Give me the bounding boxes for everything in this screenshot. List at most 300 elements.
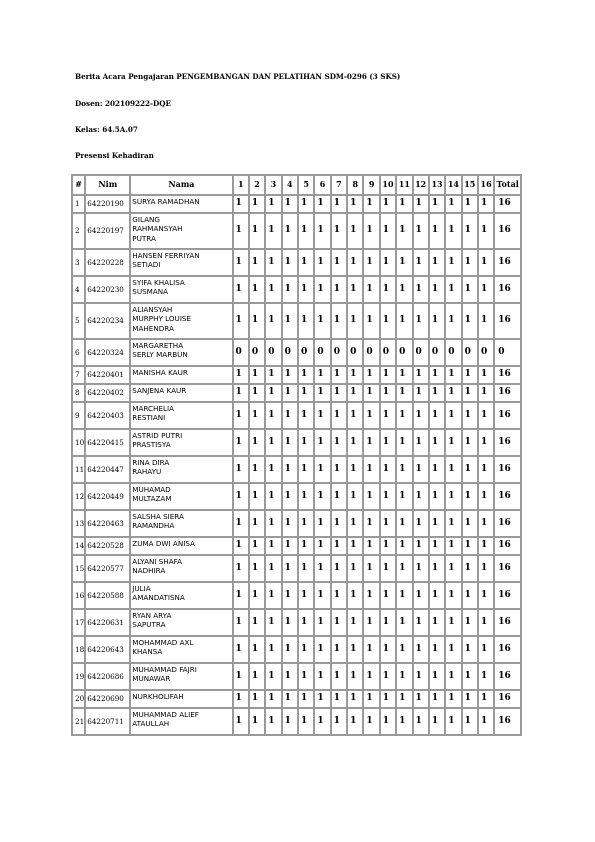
attendance-mark: 1 xyxy=(478,384,494,402)
attendance-mark: 1 xyxy=(249,366,265,384)
attendance-mark: 1 xyxy=(462,195,478,213)
attendance-mark: 1 xyxy=(396,663,412,690)
attendance-mark: 1 xyxy=(314,249,330,276)
attendance-mark: 1 xyxy=(298,537,314,555)
attendance-mark: 1 xyxy=(445,303,461,339)
student-name-line: SYIFA KHALISA xyxy=(132,278,185,287)
attendance-total: 0 xyxy=(494,339,521,366)
attendance-mark: 1 xyxy=(429,249,445,276)
attendance-mark: 1 xyxy=(331,663,347,690)
attendance-mark: 1 xyxy=(429,609,445,636)
attendance-mark: 1 xyxy=(249,555,265,582)
attendance-mark: 1 xyxy=(478,609,494,636)
table-row xyxy=(72,456,521,483)
student-name-line: MARCHELIA xyxy=(132,404,175,413)
attendance-mark: 1 xyxy=(347,456,363,483)
attendance-mark: 1 xyxy=(233,402,249,429)
attendance-mark: 1 xyxy=(462,690,478,708)
attendance-mark: 1 xyxy=(478,636,494,663)
attendance-mark: 1 xyxy=(396,483,412,510)
student-name-line: RYAN ARYA xyxy=(132,611,172,620)
attendance-mark: 1 xyxy=(363,483,379,510)
attendance-mark: 1 xyxy=(380,195,396,213)
attendance-mark: 1 xyxy=(265,303,281,339)
table-row xyxy=(72,582,521,609)
class-line: Kelas: 64.5A.07 xyxy=(75,125,138,134)
attendance-total: 16 xyxy=(494,636,521,663)
row-number: 4 xyxy=(72,276,85,303)
attendance-mark: 1 xyxy=(478,555,494,582)
attendance-mark: 1 xyxy=(478,663,494,690)
attendance-mark: 1 xyxy=(429,483,445,510)
attendance-mark: 1 xyxy=(380,708,396,735)
attendance-mark: 1 xyxy=(429,276,445,303)
student-name-line: KHANSA xyxy=(132,647,163,657)
attendance-total: 16 xyxy=(494,402,521,429)
student-id: 64220324 xyxy=(85,339,130,366)
attendance-mark: 1 xyxy=(314,456,330,483)
attendance-mark: 0 xyxy=(314,339,330,366)
attendance-mark: 1 xyxy=(331,303,347,339)
attendance-mark: 1 xyxy=(331,213,347,249)
student-id: 64220447 xyxy=(85,456,130,483)
attendance-mark: 1 xyxy=(298,636,314,663)
attendance-mark: 1 xyxy=(314,195,330,213)
attendance-mark: 1 xyxy=(331,384,347,402)
attendance-total: 16 xyxy=(494,456,521,483)
attendance-mark: 1 xyxy=(314,276,330,303)
attendance-mark: 1 xyxy=(331,195,347,213)
student-id: 64220643 xyxy=(85,636,130,663)
attendance-mark: 1 xyxy=(347,636,363,663)
attendance-mark: 1 xyxy=(298,483,314,510)
attendance-mark: 1 xyxy=(298,276,314,303)
attendance-mark: 1 xyxy=(249,582,265,609)
attendance-mark: 1 xyxy=(282,366,298,384)
attendance-mark: 1 xyxy=(396,303,412,339)
column-header: 7 xyxy=(331,175,347,195)
attendance-mark: 1 xyxy=(265,708,281,735)
attendance-mark: 1 xyxy=(298,384,314,402)
row-number: 2 xyxy=(72,213,85,249)
student-name-line: ALIANSYAH xyxy=(132,305,173,314)
attendance-mark: 1 xyxy=(413,537,429,555)
table-row xyxy=(72,303,521,339)
attendance-mark: 1 xyxy=(445,249,461,276)
column-header: 8 xyxy=(347,175,363,195)
attendance-mark: 1 xyxy=(265,402,281,429)
student-name-line: RESTIANI xyxy=(132,413,166,423)
attendance-mark: 1 xyxy=(314,537,330,555)
attendance-mark: 1 xyxy=(233,384,249,402)
row-number: 17 xyxy=(72,609,85,636)
attendance-mark: 1 xyxy=(249,663,265,690)
student-name-line: ZUMA DWI ANISA xyxy=(132,539,195,548)
attendance-mark: 1 xyxy=(314,609,330,636)
column-header: 13 xyxy=(429,175,445,195)
student-id: 64220577 xyxy=(85,555,130,582)
student-name-line: RAHAYU xyxy=(132,467,162,477)
student-name-line: RINA DIRA xyxy=(132,458,170,467)
attendance-mark: 1 xyxy=(347,429,363,456)
column-header: 4 xyxy=(282,175,298,195)
row-number: 13 xyxy=(72,510,85,537)
attendance-total: 16 xyxy=(494,708,521,735)
attendance-mark: 1 xyxy=(413,456,429,483)
attendance-mark: 1 xyxy=(413,690,429,708)
attendance-mark: 1 xyxy=(249,537,265,555)
attendance-mark: 1 xyxy=(249,483,265,510)
column-header: Nim xyxy=(85,175,130,195)
student-name xyxy=(130,195,232,213)
attendance-mark: 0 xyxy=(396,339,412,366)
attendance-mark: 1 xyxy=(380,609,396,636)
student-name xyxy=(130,429,232,456)
attendance-mark: 1 xyxy=(363,537,379,555)
attendance-mark: 1 xyxy=(462,456,478,483)
attendance-mark: 0 xyxy=(429,339,445,366)
student-name-line: AMANDATISNA xyxy=(132,593,185,603)
attendance-mark: 1 xyxy=(363,663,379,690)
attendance-mark: 1 xyxy=(413,384,429,402)
attendance-mark: 1 xyxy=(380,429,396,456)
attendance-mark: 1 xyxy=(298,213,314,249)
attendance-mark: 1 xyxy=(233,249,249,276)
attendance-mark: 1 xyxy=(462,249,478,276)
attendance-mark: 1 xyxy=(347,276,363,303)
attendance-mark: 1 xyxy=(331,483,347,510)
attendance-mark: 1 xyxy=(462,429,478,456)
attendance-total: 16 xyxy=(494,483,521,510)
attendance-mark: 1 xyxy=(413,510,429,537)
attendance-mark: 1 xyxy=(445,555,461,582)
attendance-mark: 1 xyxy=(380,636,396,663)
student-name-line: MUNAWAR xyxy=(132,674,171,684)
attendance-mark: 0 xyxy=(380,339,396,366)
row-number: 3 xyxy=(72,249,85,276)
attendance-mark: 1 xyxy=(445,456,461,483)
attendance-mark: 1 xyxy=(445,384,461,402)
attendance-mark: 1 xyxy=(380,582,396,609)
student-name-line: ALYANI SHAFA xyxy=(132,557,183,566)
column-header: 16 xyxy=(478,175,494,195)
attendance-mark: 1 xyxy=(462,537,478,555)
attendance-mark: 1 xyxy=(298,402,314,429)
attendance-mark: 1 xyxy=(462,276,478,303)
attendance-mark: 1 xyxy=(363,384,379,402)
table-row xyxy=(72,510,521,537)
attendance-mark: 1 xyxy=(314,402,330,429)
row-number: 9 xyxy=(72,402,85,429)
attendance-mark: 1 xyxy=(363,402,379,429)
attendance-mark: 1 xyxy=(396,366,412,384)
attendance-mark: 1 xyxy=(314,510,330,537)
attendance-mark: 1 xyxy=(380,537,396,555)
table-header-row xyxy=(72,175,521,195)
row-number: 11 xyxy=(72,456,85,483)
attendance-mark: 1 xyxy=(413,366,429,384)
attendance-mark: 1 xyxy=(363,456,379,483)
attendance-mark: 1 xyxy=(331,456,347,483)
attendance-mark: 1 xyxy=(363,636,379,663)
attendance-mark: 1 xyxy=(265,249,281,276)
student-name-line: PUTRA xyxy=(132,233,156,243)
attendance-mark: 1 xyxy=(282,276,298,303)
student-name xyxy=(130,276,232,303)
attendance-mark: 1 xyxy=(331,537,347,555)
attendance-mark: 0 xyxy=(331,339,347,366)
attendance-mark: 1 xyxy=(445,636,461,663)
attendance-mark: 1 xyxy=(380,303,396,339)
row-number: 14 xyxy=(72,537,85,555)
attendance-mark: 1 xyxy=(429,555,445,582)
attendance-mark: 1 xyxy=(265,582,281,609)
attendance-mark: 1 xyxy=(396,510,412,537)
student-name-line: ATAULLAH xyxy=(132,719,170,729)
attendance-mark: 1 xyxy=(445,429,461,456)
attendance-mark: 0 xyxy=(298,339,314,366)
attendance-total: 16 xyxy=(494,690,521,708)
attendance-mark: 1 xyxy=(396,429,412,456)
attendance-mark: 1 xyxy=(282,663,298,690)
attendance-mark: 1 xyxy=(363,690,379,708)
attendance-mark: 1 xyxy=(478,690,494,708)
attendance-mark: 1 xyxy=(331,510,347,537)
student-name-line: ASTRID PUTRI xyxy=(132,431,183,440)
attendance-mark: 1 xyxy=(478,429,494,456)
attendance-mark: 1 xyxy=(462,510,478,537)
attendance-mark: 1 xyxy=(396,195,412,213)
attendance-mark: 1 xyxy=(331,276,347,303)
row-number: 20 xyxy=(72,690,85,708)
attendance-mark: 1 xyxy=(445,276,461,303)
attendance-mark: 1 xyxy=(347,609,363,636)
attendance-mark: 1 xyxy=(380,663,396,690)
attendance-mark: 1 xyxy=(462,303,478,339)
attendance-mark: 1 xyxy=(233,303,249,339)
attendance-mark: 1 xyxy=(413,213,429,249)
attendance-mark: 1 xyxy=(282,636,298,663)
attendance-mark: 1 xyxy=(265,276,281,303)
attendance-mark: 1 xyxy=(429,636,445,663)
student-name xyxy=(130,402,232,429)
attendance-mark: 1 xyxy=(347,303,363,339)
attendance-mark: 1 xyxy=(331,555,347,582)
attendance-mark: 1 xyxy=(363,429,379,456)
attendance-mark: 1 xyxy=(233,510,249,537)
attendance-heading: Presensi Kehadiran xyxy=(75,151,154,160)
attendance-mark: 1 xyxy=(396,609,412,636)
student-id: 64220230 xyxy=(85,276,130,303)
attendance-mark: 1 xyxy=(331,402,347,429)
attendance-mark: 1 xyxy=(233,537,249,555)
table-row xyxy=(72,555,521,582)
attendance-mark: 1 xyxy=(265,537,281,555)
student-id: 64220401 xyxy=(85,366,130,384)
attendance-mark: 1 xyxy=(314,663,330,690)
attendance-total: 16 xyxy=(494,609,521,636)
attendance-mark: 1 xyxy=(249,276,265,303)
attendance-mark: 1 xyxy=(413,708,429,735)
attendance-mark: 1 xyxy=(249,429,265,456)
attendance-mark: 1 xyxy=(462,213,478,249)
attendance-table xyxy=(71,174,522,736)
attendance-total: 16 xyxy=(494,582,521,609)
student-name xyxy=(130,483,232,510)
attendance-mark: 1 xyxy=(233,708,249,735)
table-row xyxy=(72,213,521,249)
student-name xyxy=(130,213,232,249)
row-number: 21 xyxy=(72,708,85,735)
table-row xyxy=(72,402,521,429)
attendance-mark: 1 xyxy=(363,195,379,213)
attendance-mark: 1 xyxy=(233,213,249,249)
attendance-total: 16 xyxy=(494,555,521,582)
attendance-mark: 1 xyxy=(331,690,347,708)
student-name xyxy=(130,663,232,690)
attendance-mark: 1 xyxy=(314,303,330,339)
attendance-mark: 1 xyxy=(429,690,445,708)
attendance-mark: 1 xyxy=(413,402,429,429)
attendance-mark: 1 xyxy=(282,555,298,582)
student-name xyxy=(130,510,232,537)
attendance-mark: 1 xyxy=(347,663,363,690)
student-name-line: SUSMANA xyxy=(132,287,169,297)
attendance-mark: 1 xyxy=(413,249,429,276)
attendance-mark: 1 xyxy=(445,195,461,213)
attendance-mark: 1 xyxy=(478,537,494,555)
attendance-mark: 0 xyxy=(478,339,494,366)
attendance-total: 16 xyxy=(494,537,521,555)
student-id: 64220686 xyxy=(85,663,130,690)
lecturer-line: Dosen: 202109222-DQE xyxy=(75,99,171,108)
student-name-line: MOHAMMAD AXL xyxy=(132,638,194,647)
attendance-mark: 1 xyxy=(478,366,494,384)
attendance-mark: 1 xyxy=(380,402,396,429)
attendance-mark: 1 xyxy=(249,609,265,636)
student-name xyxy=(130,303,232,339)
attendance-mark: 1 xyxy=(265,366,281,384)
student-id: 64220449 xyxy=(85,483,130,510)
attendance-mark: 1 xyxy=(314,384,330,402)
attendance-mark: 1 xyxy=(445,483,461,510)
attendance-mark: 1 xyxy=(478,708,494,735)
student-id: 64220463 xyxy=(85,510,130,537)
row-number: 7 xyxy=(72,366,85,384)
attendance-mark: 1 xyxy=(380,555,396,582)
table-row xyxy=(72,249,521,276)
attendance-mark: 1 xyxy=(298,609,314,636)
attendance-mark: 1 xyxy=(429,510,445,537)
row-number: 19 xyxy=(72,663,85,690)
attendance-mark: 1 xyxy=(282,213,298,249)
column-header: Total xyxy=(494,175,521,195)
attendance-mark: 1 xyxy=(314,483,330,510)
attendance-mark: 1 xyxy=(249,303,265,339)
attendance-mark: 1 xyxy=(249,636,265,663)
row-number: 1 xyxy=(72,195,85,213)
attendance-mark: 1 xyxy=(429,663,445,690)
attendance-mark: 1 xyxy=(265,609,281,636)
attendance-mark: 1 xyxy=(363,582,379,609)
attendance-mark: 1 xyxy=(478,195,494,213)
student-id: 64220631 xyxy=(85,609,130,636)
column-header: 3 xyxy=(265,175,281,195)
student-id: 64220234 xyxy=(85,303,130,339)
student-name-line: MUHAMMAD ALIEF xyxy=(132,710,199,719)
student-name-line: MURPHY LOUISE xyxy=(132,314,192,324)
student-name xyxy=(130,636,232,663)
attendance-mark: 1 xyxy=(363,708,379,735)
attendance-mark: 1 xyxy=(265,555,281,582)
attendance-mark: 1 xyxy=(429,456,445,483)
attendance-mark: 1 xyxy=(363,555,379,582)
row-number: 6 xyxy=(72,339,85,366)
attendance-mark: 1 xyxy=(282,429,298,456)
attendance-mark: 1 xyxy=(265,690,281,708)
student-name-line: SETIADI xyxy=(132,260,161,270)
attendance-mark: 1 xyxy=(413,582,429,609)
attendance-mark: 0 xyxy=(347,339,363,366)
attendance-mark: 1 xyxy=(462,384,478,402)
attendance-mark: 1 xyxy=(347,249,363,276)
attendance-mark: 1 xyxy=(282,582,298,609)
attendance-mark: 1 xyxy=(429,582,445,609)
table-row xyxy=(72,708,521,735)
attendance-mark: 1 xyxy=(347,195,363,213)
attendance-mark: 1 xyxy=(314,429,330,456)
attendance-total: 16 xyxy=(494,366,521,384)
attendance-mark: 1 xyxy=(396,276,412,303)
attendance-mark: 1 xyxy=(347,213,363,249)
student-id: 64220711 xyxy=(85,708,130,735)
student-name xyxy=(130,582,232,609)
attendance-mark: 1 xyxy=(314,582,330,609)
column-header: 5 xyxy=(298,175,314,195)
column-header: 6 xyxy=(314,175,330,195)
attendance-mark: 1 xyxy=(347,708,363,735)
student-name xyxy=(130,339,232,366)
attendance-mark: 1 xyxy=(462,708,478,735)
column-header: 10 xyxy=(380,175,396,195)
student-name-line: NADHIRA xyxy=(132,566,166,576)
student-name xyxy=(130,249,232,276)
student-id: 64220403 xyxy=(85,402,130,429)
student-id: 64220415 xyxy=(85,429,130,456)
attendance-mark: 1 xyxy=(396,402,412,429)
attendance-mark: 1 xyxy=(233,582,249,609)
attendance-mark: 1 xyxy=(462,366,478,384)
attendance-mark: 1 xyxy=(396,213,412,249)
attendance-mark: 1 xyxy=(298,663,314,690)
attendance-mark: 1 xyxy=(380,276,396,303)
attendance-mark: 1 xyxy=(249,195,265,213)
attendance-mark: 1 xyxy=(265,384,281,402)
attendance-mark: 1 xyxy=(265,510,281,537)
attendance-mark: 1 xyxy=(413,483,429,510)
student-name-line: SERLY MARBUN xyxy=(132,350,188,360)
attendance-mark: 0 xyxy=(282,339,298,366)
student-name-line: MARGARETHA xyxy=(132,341,184,350)
attendance-mark: 1 xyxy=(429,195,445,213)
row-number: 10 xyxy=(72,429,85,456)
attendance-mark: 1 xyxy=(298,303,314,339)
attendance-mark: 1 xyxy=(478,402,494,429)
attendance-total: 16 xyxy=(494,429,521,456)
column-header: 1 xyxy=(233,175,249,195)
attendance-mark: 1 xyxy=(249,213,265,249)
attendance-mark: 1 xyxy=(445,537,461,555)
